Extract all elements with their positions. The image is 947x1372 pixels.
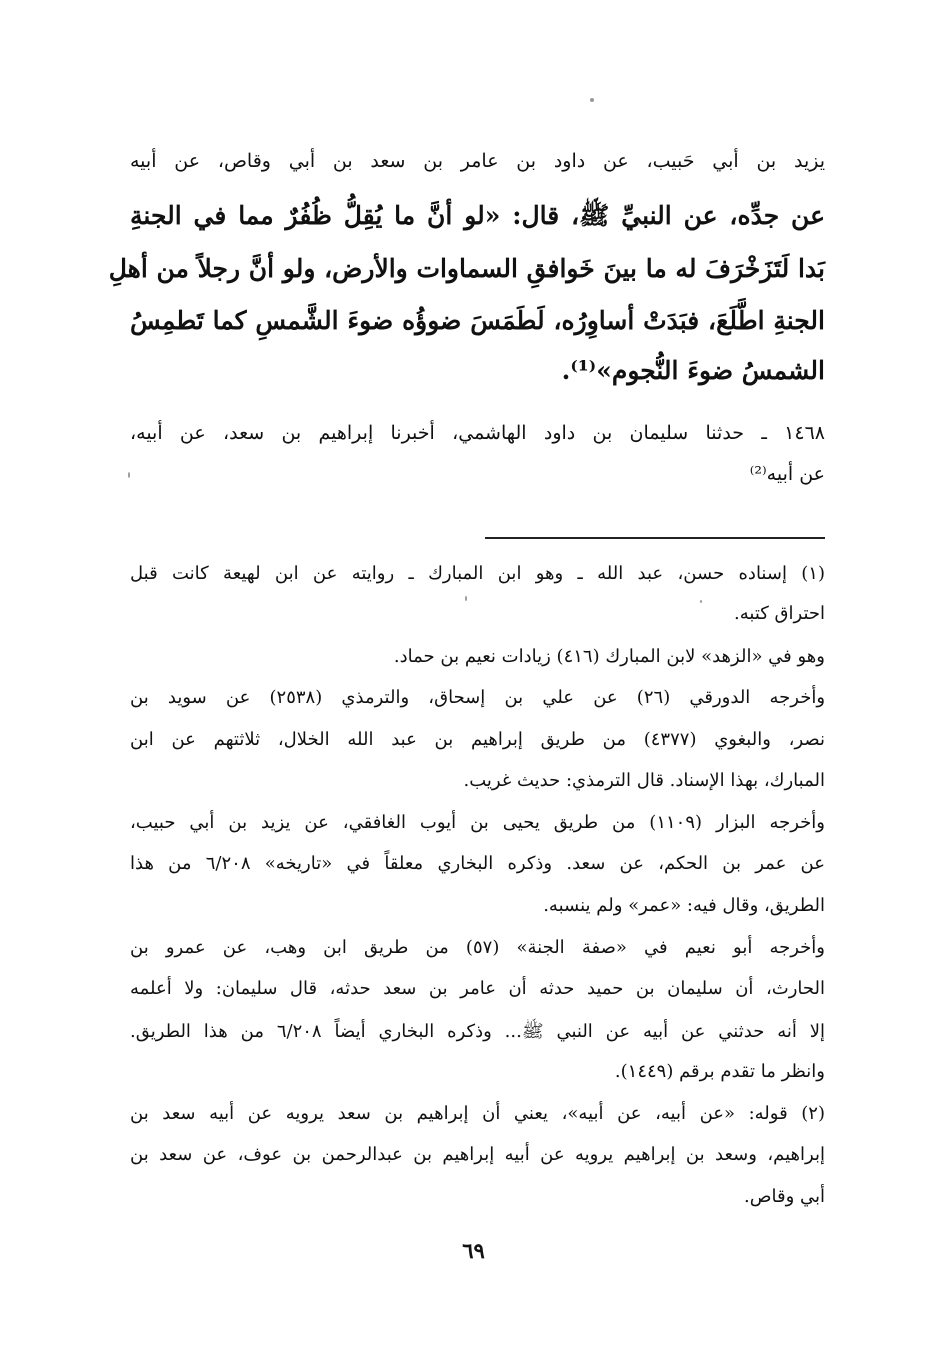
hadith-text-line: الشمسُ ضوءَ النُّجوم»⁽¹⁾.	[561, 356, 825, 385]
page-number: ٦٩	[462, 1238, 485, 1263]
footnote-line: إلا أنه حدثني عن أبيه عن النبي ﷺ... وذكره البخاري أيضاً ٦/٢٠٨ من هذا الطريق.	[130, 1021, 825, 1042]
main-text-line: يزيد بن أبي حَبيب، عن داود بن عامر بن سعد بن أبي وقاص، عن أبيه	[130, 150, 825, 172]
footnote-line: (٢) قوله: «عن أبيه، عن أبيه»، يعني أن إبراهيم بن سعد يرويه عن أبيه سعد بن	[130, 1103, 825, 1124]
footnote-line: (١) إسناده حسن، عبد الله ـ وهو ابن المبارك ـ روايته عن ابن لهيعة كانت قبل	[130, 563, 825, 584]
hadith-text-line: بَدا لَتَزَخْرَفَ له ما بينَ خَوافقِ السماوات والأرض، ولو أنَّ رجلاً من أهلِ	[108, 254, 825, 283]
footnote-line: وأخرجه أبو نعيم في «صفة الجنة» (٥٧) من طريق ابن وهب، عن عمرو بن	[130, 937, 825, 958]
footnote-line: وانظر ما تقدم برقم (١٤٤٩).	[614, 1061, 825, 1082]
main-text-line: عن أبيه⁽²⁾	[749, 463, 825, 485]
footnote-separator	[485, 537, 825, 539]
footnote-line: نصر، والبغوي (٤٣٧٧) من طريق إبراهيم بن عبد الله الخلال، ثلاثتهم عن ابن	[130, 729, 825, 750]
scan-speck	[700, 600, 702, 603]
footnote-line: وأخرجه البزار (١١٠٩) من طريق يحيى بن أيوب الغافقي، عن يزيد بن أبي حبيب،	[130, 812, 825, 833]
scan-speck	[128, 472, 130, 478]
hadith-text-line: الجنةِ اطَّلَعَ، فبَدَتْ أساوِرُه، لَطَمَسَ ضوؤُه ضوءَ الشَّمسِ كما تَطمِسُ	[130, 306, 825, 335]
scan-speck	[590, 98, 594, 102]
footnote-line: المبارك، بهذا الإسناد. قال الترمذي: حديث غريب.	[463, 770, 825, 791]
footnote-line: احتراق كتبه.	[734, 603, 825, 624]
footnote-line: وهو في «الزهد» لابن المبارك (٤١٦) زيادات نعيم بن حماد.	[393, 646, 825, 667]
footnote-line: إبراهيم، وسعد بن إبراهيم يرويه عن أبيه إبراهيم بن عبدالرحمن بن عوف، عن سعد بن	[130, 1144, 825, 1165]
footnote-line: الحارث، أن سليمان بن حميد حدثه أن عامر بن سعد حدثه، قال سليمان: ولا أعلمه	[130, 978, 825, 999]
footnote-line: عن عمر بن الحكم، عن سعد. وذكره البخاري معلقاً في «تاريخه» ٦/٢٠٨ من هذا	[130, 853, 825, 874]
hadith-text-line: عن جدِّه، عن النبيِّ ﷺ، قال: «لو أنَّ ما يُقِلُّ ظُفُرٌ مما في الجنةِ	[130, 201, 825, 230]
scan-speck	[465, 596, 467, 601]
footnote-line: أبي وقاص.	[744, 1186, 825, 1207]
footnote-line: وأخرجه الدورقي (٢٦) عن علي بن إسحاق، والترمذي (٢٥٣٨) عن سويد بن	[130, 687, 826, 708]
hadith-number-line: ١٤٦٨ ـ حدثنا سليمان بن داود الهاشمي، أخبرنا إبراهيم بن سعد، عن أبيه،	[130, 422, 825, 444]
footnote-line: الطريق، وقال فيه: «عمر» ولم ينسبه.	[543, 895, 825, 916]
